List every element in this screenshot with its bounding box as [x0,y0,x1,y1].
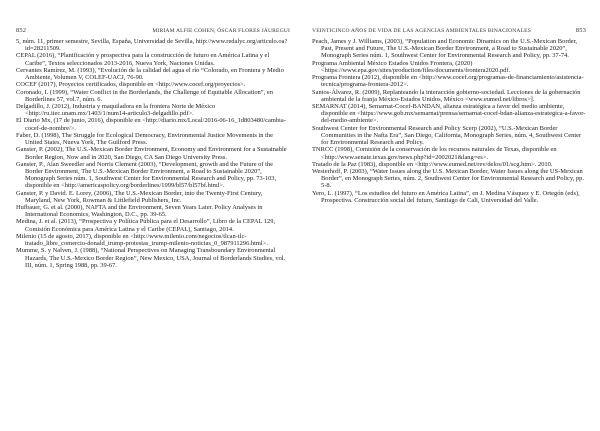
reference-entry: El Diario Mx, (17 de junio, 2016), disponible en <http://diario.mx/Local/2016-06-16_1d803480/cambia-cocef-de-nombre/>. [16,117,286,132]
reference-entry: Ganster, P. (2002), The U.S.-Mexican Border Environment, Economy and Environment for a Sustainable Border Region, Now and in 2020, San Diego, CA San Diego University Press. [16,146,287,161]
reference-entry: COCEF (2017), Proyectos certificados, disponible en <http://www.cocef.org/proyectos>. [16,81,246,89]
reference-entry: Southwest Center for Environmental Research and Policy Scerp (2002), “U.S.-Mexican Border Communities in the Nafta Era”, San Diego, California, Monograph Series, núm. 4, Southwest Center for Environmental Research and Policy. [312,124,582,147]
reference-entry: Coronado, I. (1999), “Water Conflict in the Borderlands, the Challenge of Equitable Allocation”, en Borderlines 57, vol.7, núm. 6. [16,88,273,103]
reference-entry: Medina, J. et al. (2013), “Prospectiva y Política Pública para el Desarrollo”, Libro de la CEPAL 129, Comisión Económica para América Latina y el Caribe (CEPAL), Santiago, 2014. [16,218,276,233]
reference-entry: Santos-Álvarez, R. (2009), Replanteando la interacción gobierno-sociedad. Lecciones de la gobernación ambiental de la franja México-Estados Unidos, México <www.eumed.net/libros>]. [312,88,581,103]
reference-entry: TNRCC (1998), Comisión de la conservación de los recursos naturales de Texas, disponible en <http://www.senate.texas.gov/news.php?id=2002021&lang=es>. [312,146,557,161]
reference-entry: Milenio (15 de agosto, 2017), disponible en <http://www.milenio.com/negocios/tlcan-tlc-tratado_libre_comercio-donald_trump-protestas_trump-milenio-noticias_0_987911296.html>. [16,232,268,248]
right-page-header [312,0,586,38]
reference-entry: Hufbauer, G. et al. (2000), NAFTA and the Environment, Seven Years Later. Policy Analyses in International Economics, Washington, D.C., pp. 39-65. [16,204,263,219]
left-running-head: MIRIAM ALFIE COHEN, ÓSCAR FLORES JÁUREGUI [152,28,290,34]
right-page-number: 853 [575,27,586,34]
reference-entry: Ganster, P., Alan Sweedler and Norris Clement (2003), “Development, growth and the Future of the Border Environment, The U.S.-Mexican Border Environment, a Road to Sustainable 2020”, Monograph Series núm. 1, Southwest Center for Environmental Research and Policy, pp. 73-103, disponible en <http://americaspolicy.org/borderlines/1999/bl57/bl57bf.html>. [16,160,277,190]
right-reference-list [312,38,586,204]
reference-entry: Mumme, S. y Nalven, J. (1988), “National Perspectives on Managing Transboundary Environmental Hazards, The U.S.-Mexico Border Region”, New Mexico, USA, Journal of Borderlands Studies, vol. III, núm. 1, Spring 1988, pp. 39-67. [16,247,286,269]
left-page-header [16,0,290,38]
reference-entry: Tratado de la Paz (1983), disponible en <http://www.eumed.net/rev/delos/01/scg.htm>. 2010. [312,160,553,168]
right-running-head: VEINTICINCO AÑOS DE VIDA DE LAS AGENCIAS AMBIENTALES BINACIONALES [312,28,531,34]
reference-entry: CEPAL (2016), “Planificación y prospectiva para la construcción de futuro en América Latina y el Caribe”, Textos seleccionados 2013-2016, Nueva York, Naciones Unidas. [16,52,270,67]
reference-entry: 5, núm. 11, primer semestre, Sevilla, España, Universidad de Sevilla, http://www.redalyc.org/articulo.oa?id=28211509. [16,38,288,53]
reference-entry: Programa Frontera (2012), disponible en <http://www.cocef.org/programas-de-financiamiento/asistencia-tecnica/programa-frontera-2012>. [312,74,584,89]
left-reference-list [16,38,290,269]
left-page-number: 852 [16,27,27,34]
reference-entry: Cervantes Ramírez, M. (1993), “Evolución de la calidad del agua el río “Colorado, en Frontera y Medio Ambiente, Volumen V, COLEF-UACJ, 76-90. [16,66,284,82]
reference-entry: Faber, D. (1998), The Struggle for Ecological Democracy, Environmental Justice Movements in the United States, Nueva York, The Guilford Press. [16,131,273,147]
reference-entry: Yero, L. (1997), “Los estudios del futuro en América Latina”, en J. Medina Vásquez y E. Ortegón (eds), Prospectiva. Construcción social del futuro, Santiago de Cali, Universidad del Valle. [312,189,580,204]
reference-entry: Westerhoff, P. (2003), “Water Issues along the U.S. Mexican Border, Water Issues along the US-Mexican Border”, en Monograph Series, núm. 2, Southwest Center for Environmental Research and Policy, pp. 5-8. [312,167,584,190]
reference-entry: Ganster, P. y David. E. Lorey, (2006), The U.S.-Mexican Border, into the Twenty-First Century, Maryland, New York, Rowman & Littlefield Publishers, Inc. [16,189,263,204]
reference-entry: Programa Ambiental México Estados Unidos Frontera, (2020) <https://www.epa.gov/sites/production/files/documents/frontera2020.pdf. [312,59,511,74]
reference-entry: Peach, James y J. Williams, (2003), “Population and Economic Dinamics on the U.S.-Mexican Border, Past, Present and Future, The U.S.-Mexican Border Environment, a Road to Sustainable 2020”, Monograph Series núm. 1, Southwest Center for Environmental Research and Policy, pp. 37-74. [312,38,578,60]
reference-entry: SEMARNAT (2014), Semarnat-Cocef-BANDAN, alianza estratégica a favor del medio ambiente, disponible en <https://www.gob.mx/semarnat/prensa/semarnat-cocef-bdan-alianza-estrategica-a-favor-del-medio-ambiente>. [312,102,586,125]
right-page [300,0,600,431]
reference-entry: Delgadillo, J. (2012), Industria y maquiladora en la frontera Norte de México <http://ru.iiec.unam.mx/1403/1/num14-articulo3-delgadillo.pdf>. [16,102,216,118]
